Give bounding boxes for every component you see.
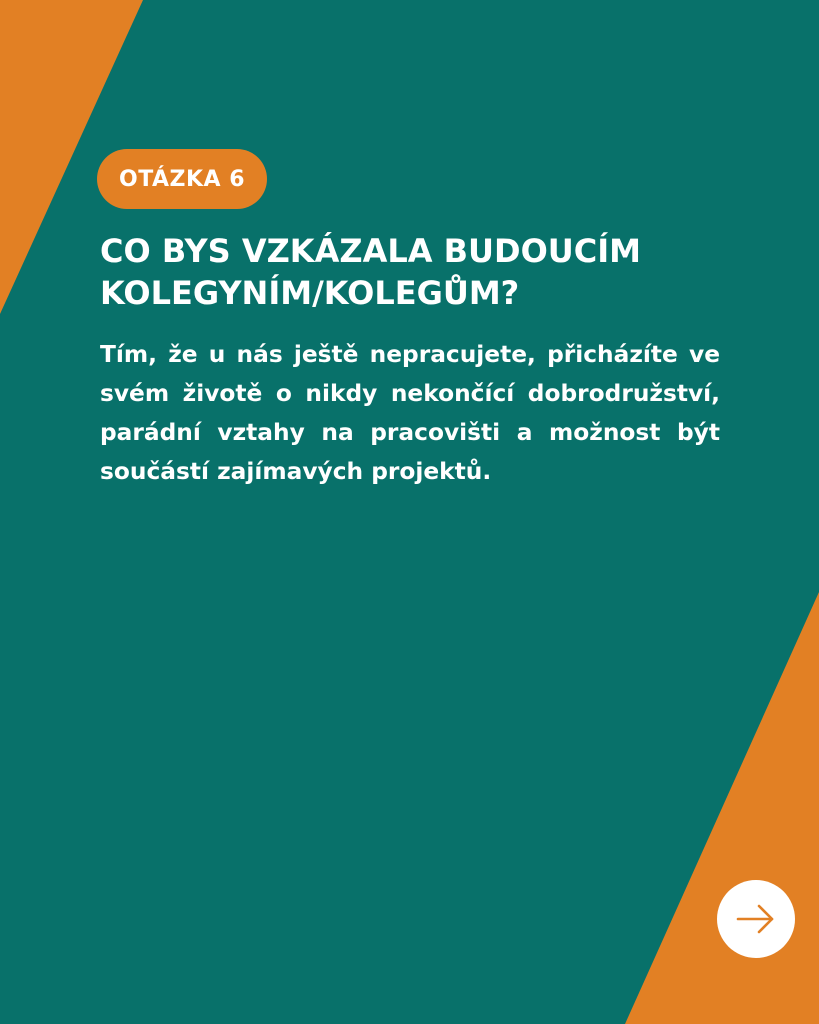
arrow-right-icon	[733, 896, 779, 942]
question-badge	[97, 149, 267, 209]
question-title: CO BYS VZKÁZALA BUDOUCÍM KOLEGYNÍM/KOLEGŮM?	[100, 232, 641, 312]
question-badge-label: OTÁZKA 6	[119, 166, 246, 192]
answer-text: Tím, že u nás ještě nepracujete, přicházíte ve svém životě o nikdy nekončící dobrodružství, parádní vztahy na pracovišti a možnost být součástí zajímavých projektů.	[100, 341, 720, 485]
next-slide-button[interactable]	[717, 880, 795, 958]
